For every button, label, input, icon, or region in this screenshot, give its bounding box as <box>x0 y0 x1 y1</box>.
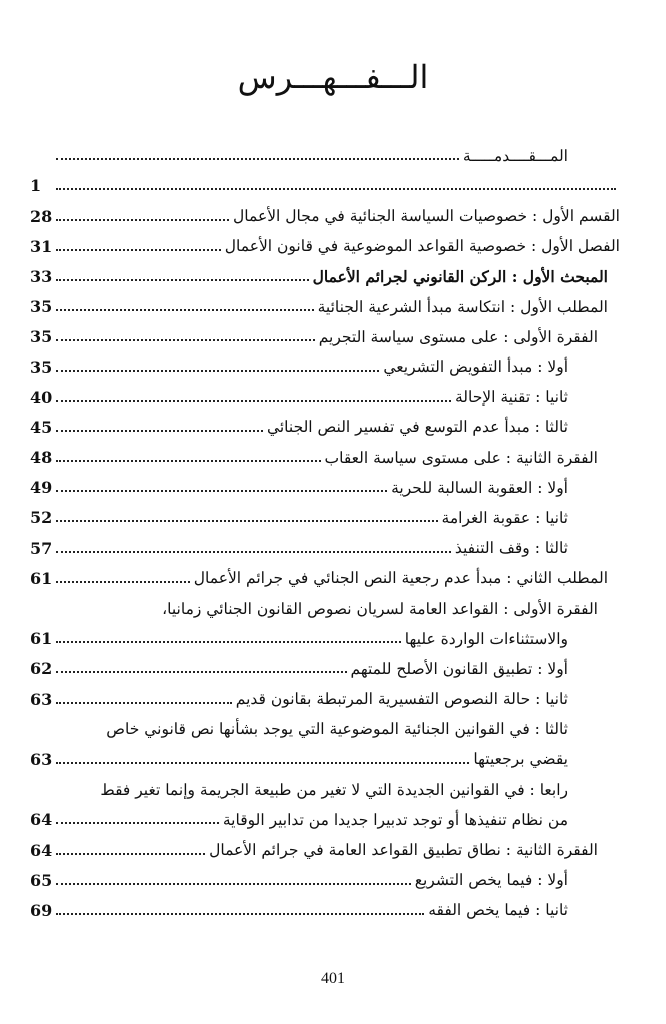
toc-entry-page: 65 <box>30 870 53 890</box>
toc-entry <box>30 710 620 740</box>
toc-entry-label: من نظام تنفيذها أو توجد تدبيرا جديدا من تدابير الوقاية <box>222 810 568 829</box>
toc-dot-leader <box>56 762 469 764</box>
toc-entry <box>30 891 620 921</box>
toc-entry-label: ثانيا : حالة النصوص التفسيرية المرتبطة بقانون قديم <box>235 690 568 709</box>
toc-dot-leader <box>56 822 219 824</box>
toc-entry-page: 1 <box>30 176 42 196</box>
toc-entry-page: 52 <box>30 508 53 528</box>
toc-entry-page: 35 <box>30 327 53 347</box>
toc-dot-leader <box>56 702 231 704</box>
toc-entry <box>30 649 620 679</box>
toc-entry-label: ثالثا : مبدأ عدم التوسع في تفسير النص الجنائي <box>266 418 568 437</box>
toc-entry <box>30 528 620 558</box>
toc-entry <box>30 679 620 709</box>
toc-dot-leader <box>56 158 459 160</box>
toc-entry <box>30 317 620 347</box>
toc-entry-label: الفقرة الثانية : على مستوى سياسة العقاب <box>324 448 598 467</box>
toc-entry-label: القسم الأول : خصوصيات السياسة الجنائية في مجال الأعمال <box>233 207 620 226</box>
toc-entry-page: 35 <box>30 357 53 377</box>
toc-entry <box>30 861 620 891</box>
toc-entry-label: الفقرة الثانية : نطاق تطبيق القواعد العامة في جرائم الأعمال <box>209 841 598 859</box>
toc-entry <box>30 770 620 800</box>
toc-dot-leader <box>56 581 189 583</box>
toc-entry-page: 62 <box>30 659 53 679</box>
toc-entry-label: الفقرة الأولى : القواعد العامة لسريان نصوص القانون الجنائي زمانيا، <box>162 599 598 618</box>
toc-entry <box>30 438 620 468</box>
toc-entry-page: 61 <box>30 568 53 588</box>
toc-entry-label: أولا : فيما يخص التشريع <box>414 871 568 890</box>
toc-dot-leader <box>56 641 401 643</box>
toc-entry-label: الفقرة الأولى : على مستوى سياسة التجريم <box>318 327 598 346</box>
toc-dot-leader <box>56 370 379 372</box>
toc-entry <box>30 227 620 257</box>
toc-entry-label: ثالثا : وقف التنفيذ <box>454 539 568 558</box>
toc-entry-page: 63 <box>30 749 53 769</box>
toc-entry-page: 57 <box>30 538 53 558</box>
toc-entry <box>30 166 620 196</box>
toc-entry-page: 49 <box>30 478 53 498</box>
toc-entry-page: 45 <box>30 417 53 437</box>
toc-entry-label: المبحث الأول : الركن القانوني لجرائم الأعمال <box>312 267 608 287</box>
toc-entry <box>30 408 620 438</box>
toc-entry-label: أولا : العقوبة السالبة للحرية <box>391 478 568 497</box>
toc-dot-leader <box>56 400 451 402</box>
toc-entry-page: 48 <box>30 448 53 468</box>
toc-entry <box>30 740 620 770</box>
toc-dot-leader <box>56 460 320 462</box>
toc-entry <box>30 347 620 377</box>
toc-entry <box>30 468 620 498</box>
toc-dot-leader <box>56 853 205 855</box>
toc-entry-page: 61 <box>30 629 53 649</box>
page-number: 401 <box>321 970 345 987</box>
toc-dot-leader <box>56 219 229 221</box>
toc-entry <box>30 257 620 287</box>
toc-entry <box>30 559 620 589</box>
toc-entry-page: 40 <box>30 387 53 407</box>
toc-dot-leader <box>56 490 387 492</box>
toc-entry-page: 64 <box>30 810 53 830</box>
toc-dot-leader <box>56 430 263 432</box>
toc-entry-page: 31 <box>30 236 53 256</box>
toc-dot-leader <box>56 913 424 915</box>
toc-dot-leader <box>56 309 313 311</box>
toc-entry <box>30 800 620 830</box>
toc-dot-leader <box>56 551 451 553</box>
toc-entry <box>30 498 620 528</box>
toc-entry-label: رابعا : في القوانين الجديدة التي لا تغير من طبيعة الجريمة وإنما تغير فقط <box>100 780 568 799</box>
toc-entry <box>30 830 620 860</box>
toc-entry-page: 64 <box>30 840 53 860</box>
toc-entry-label: الفصل الأول : خصوصية القواعد الموضوعية في قانون الأعمال <box>224 237 620 256</box>
toc-entry-label: ثانيا : عقوبة الغرامة <box>441 508 568 527</box>
toc-dot-leader <box>56 671 346 673</box>
toc-entry-label: ثانيا : تقنية الإحالة <box>454 388 568 407</box>
toc-entry-page: 28 <box>30 206 53 226</box>
toc-entry-label: المطلب الثاني : مبدأ عدم رجعية النص الجنائي في جرائم الأعمال <box>193 569 608 588</box>
toc-dot-leader <box>56 339 314 341</box>
toc-dot-leader <box>56 249 220 251</box>
table-of-contents <box>30 136 620 921</box>
toc-entry <box>30 136 620 166</box>
toc-entry-page: 63 <box>30 689 53 709</box>
toc-entry-page: 69 <box>30 900 53 920</box>
toc-entry-label: ثالثا : في القوانين الجنائية الموضوعية التي يوجد بشأنها نص قانوني خاص <box>106 720 568 739</box>
toc-entry-page: 33 <box>30 266 53 286</box>
toc-dot-leader <box>56 520 437 522</box>
toc-entry <box>30 287 620 317</box>
toc-entry-label: يقضي برجعيتها <box>473 750 568 769</box>
toc-entry <box>30 619 620 649</box>
page-title: الـــفـــهـــرس <box>237 58 429 96</box>
toc-entry-label: والاستثناءات الواردة عليها <box>404 629 568 648</box>
toc-entry-label: المطلب الأول : انتكاسة مبدأ الشرعية الجنائية <box>317 297 608 316</box>
toc-entry-page: 35 <box>30 297 53 317</box>
toc-entry <box>30 196 620 226</box>
toc-dot-leader <box>56 883 410 885</box>
toc-entry-label: المـــقــــدمـــــة <box>462 146 568 165</box>
toc-entry-label: أولا : مبدأ التفويض التشريعي <box>383 358 568 376</box>
toc-dot-leader <box>56 279 308 281</box>
toc-entry <box>30 589 620 619</box>
toc-entry-label: أولا : تطبيق القانون الأصلح للمتهم <box>350 659 568 678</box>
toc-dot-leader <box>56 188 616 190</box>
toc-entry-label: ثانيا : فيما يخص الفقه <box>428 901 568 920</box>
toc-entry <box>30 378 620 408</box>
